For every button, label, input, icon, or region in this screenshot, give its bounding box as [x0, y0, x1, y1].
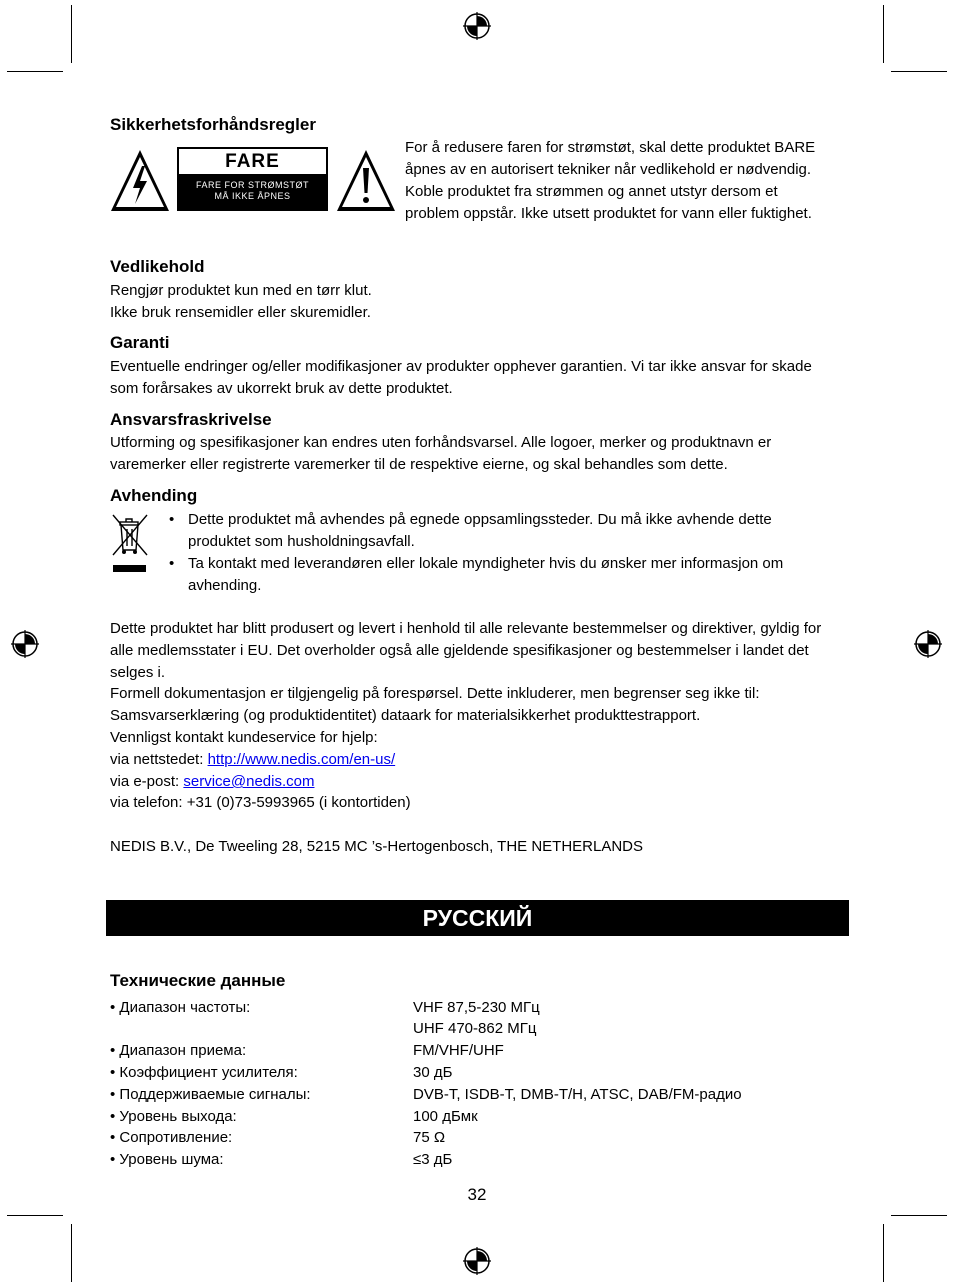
crop-mark	[71, 5, 72, 63]
spec-row	[110, 1127, 830, 1149]
list-item	[169, 509, 838, 553]
crossed-bin-icon	[110, 512, 150, 574]
contact-phone: via telefon: +31 (0)73-5993965 (i kontortiden)	[110, 794, 411, 811]
registration-mark-icon	[462, 11, 492, 41]
crop-mark	[883, 1224, 884, 1282]
spec-label: • Поддерживаемые сигналы:	[110, 1086, 311, 1103]
spec-value: DVB-T, ISDB-T, DMB-T/H, ATSC, DAB/FM-радио	[413, 1086, 742, 1103]
warranty-heading: Garanti	[110, 333, 170, 352]
maintenance-line2: Ikke bruk rensemidler eller skuremidler.	[110, 304, 371, 321]
spec-row	[110, 1062, 830, 1084]
email-link[interactable]: service@nedis.com	[183, 773, 315, 790]
fare-sign	[177, 147, 328, 211]
disposal-list	[169, 509, 838, 597]
spec-label: • Диапазон частоты:	[110, 999, 251, 1016]
crop-mark	[883, 5, 884, 63]
spec-heading: Технические данные	[110, 971, 286, 990]
disposal-bullet-1: Dette produktet må avhendes på egnede oppsamlingssteder. Du må ikke avhende dette produktet som husholdningsavfall.	[188, 511, 772, 550]
exclamation-warning-icon	[335, 148, 397, 213]
spec-value: ≤3 дБ	[413, 1151, 453, 1168]
crop-mark	[891, 71, 947, 72]
spec-value: 30 дБ	[413, 1064, 453, 1081]
disposal-bullet-2: Ta kontakt med leverandøren eller lokale myndigheter hvis du ønsker mer informasjon om avhending.	[188, 555, 784, 594]
disposal-heading: Avhending	[110, 486, 198, 505]
spec-value: UHF 470-862 МГц	[413, 1020, 537, 1037]
contact-web-prefix: via nettstedet:	[110, 751, 208, 768]
spec-value: 75 Ω	[413, 1129, 446, 1146]
spec-label: • Коэффициент усилителя:	[110, 1064, 298, 1081]
lightning-warning-icon	[109, 148, 171, 213]
warranty-text: Eventuelle endringer og/eller modifikasjoner av produkter opphever garantien. Vi tar ikke ansvar for skade som forårsakes av ukorrekt bruk av dette produktet.	[110, 358, 812, 397]
list-item	[169, 553, 838, 597]
spec-row	[110, 1149, 830, 1171]
spec-value: FM/VHF/UHF	[413, 1042, 504, 1059]
safety-text: For å redusere faren for strømstøt, skal dette produktet BARE åpnes av en autorisert tekniker når vedlikehold er nødvendig. Koble produktet fra strømmen og annet utstyr dersom et problem oppstår. Ikke utsett produktet for vann eller fuktighet.	[405, 139, 816, 222]
registration-mark-icon	[10, 629, 40, 659]
spec-label: • Уровень выхода:	[110, 1108, 237, 1125]
spec-row	[110, 1040, 830, 1062]
spec-row	[110, 1106, 830, 1128]
registration-mark-icon	[462, 1246, 492, 1276]
bullet-dot: •	[169, 511, 175, 528]
page-number: 32	[467, 1185, 487, 1204]
spec-row	[110, 1018, 830, 1040]
spec-row	[110, 997, 830, 1019]
disclaimer-heading: Ansvarsfraskrivelse	[110, 410, 272, 429]
safety-heading: Sikkerhetsforhåndsregler	[110, 115, 316, 134]
contact-web	[110, 749, 395, 771]
spec-label: • Сопротивление:	[110, 1129, 233, 1146]
company-address: NEDIS B.V., De Tweeling 28, 5215 MC ’s-Hertogenbosch, THE NETHERLANDS	[110, 838, 644, 855]
spec-value: 100 дБмк	[413, 1108, 478, 1125]
fare-sign-line2: MÅ IKKE ÅPNES	[214, 191, 291, 201]
disclaimer-text: Utforming og spesifikasjoner kan endres uten forhåndsvarsel. Alle logoer, merker og produktnavn er varemerker eller registrerte varemerker til de respektive eierne, og skal behandles som dette.	[110, 434, 772, 473]
contact-email	[110, 771, 314, 793]
spec-row	[110, 1084, 830, 1106]
fare-sign-line1: FARE FOR STRØMSTØT	[195, 180, 309, 190]
spec-label: • Уровень шума:	[110, 1151, 224, 1168]
language-banner	[106, 900, 849, 936]
crop-mark	[7, 1215, 63, 1216]
language-banner-title: РУССКИЙ	[422, 905, 533, 931]
bullet-dot: •	[169, 555, 175, 572]
spec-label: • Диапазон приема:	[110, 1042, 247, 1059]
crop-mark	[71, 1224, 72, 1282]
website-link[interactable]: http://www.nedis.com/en-us/	[207, 751, 396, 768]
fare-sign-title: FARE	[225, 151, 280, 172]
compliance-paragraph-2: Formell dokumentasjon er tilgjengelig på forespørsel. Dette inkluderer, men begrenser seg ikke til: Samsvarserklæring (og produktidentitet) dataark for materialsikkerhet produkttestrapport.	[110, 685, 760, 724]
maintenance-heading: Vedlikehold	[110, 257, 205, 276]
crop-mark	[7, 71, 63, 72]
fare-sign-title-box	[179, 149, 326, 174]
spec-value: VHF 87,5-230 МГц	[413, 999, 540, 1016]
crop-mark	[891, 1215, 947, 1216]
compliance-paragraph-1: Dette produktet har blitt produsert og levert i henhold til alle relevante bestemmelser og direktiver, gyldig for alle medlemsstater i EU. Det overholder også alle gjeldende spesifikasjoner og bestemmelser i landet det selges i.	[110, 620, 822, 681]
registration-mark-icon	[913, 629, 943, 659]
compliance-paragraph-3: Vennligst kontakt kundeservice for hjelp:	[110, 729, 378, 746]
maintenance-line1: Rengjør produktet kun med en tørr klut.	[110, 282, 372, 299]
contact-email-prefix: via e-post:	[110, 773, 184, 790]
